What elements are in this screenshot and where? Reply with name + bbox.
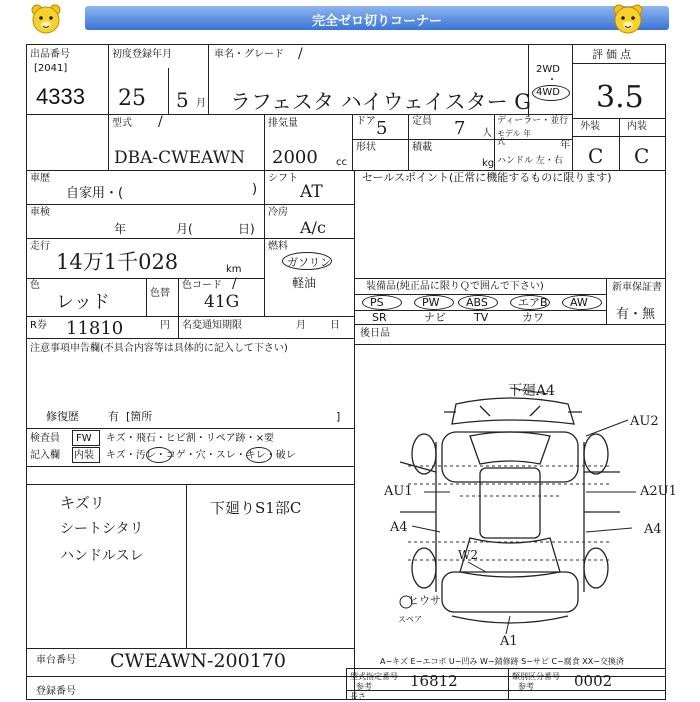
mileage-value: 14万1千028 [56,250,179,274]
color-code-slash: / [232,276,237,292]
fuel-diesel: 軽油 [292,276,317,290]
model-value: DBA-CWEAWN [114,148,245,168]
mileage-unit: km [226,264,242,275]
aircon-label: 冷房 [268,207,288,218]
interior-grade: C [634,144,650,168]
fuel-gasoline: ガソリン [287,256,331,269]
interior-label: 内装 [627,121,647,132]
diagram-kuwasa: ヒウサ [408,594,441,607]
rating-score: 3.5 [596,80,644,115]
equipment-label: 装備品(純正品に限りＱで囲んで下さい) [366,281,544,292]
dealer-label: ディーラー・並行 [497,116,569,126]
type-sub: 参考 [356,682,372,691]
repair-place: [箇所 [126,410,153,423]
diagram-top: 下廻A4 [508,383,556,399]
lot-label: 出品番号 [30,49,70,60]
equipment-item: AW [570,296,588,309]
model-year-unit: 年 [560,140,570,151]
rating-label: 評価点 [592,48,634,61]
diagram-w2: W2 [458,548,478,562]
name-change-day: 日 [330,320,340,331]
type-label: 型式指定番号 [350,672,398,681]
recorder-inner: 内装 [74,450,94,461]
diagram-au1: AU1 [384,484,413,499]
equipment-item: ABS [466,296,488,309]
diagram-a4-right: A4 [644,522,662,537]
doors-value: 5 [376,118,388,139]
repair-label: 修復歴 [46,410,79,423]
stain-circle [146,447,172,463]
checker-label: 検査員 [30,433,60,444]
first-reg-month-unit: 月 [196,98,206,109]
equipment-item: PS [370,296,384,309]
mileage-label: 走行 [30,241,50,252]
displacement-value: 2000 [272,147,318,168]
name-change-label: 名変通知期限 [182,320,242,331]
car-name-value: ラフェスタ ハイウェイスター G [230,90,532,114]
header-bar [85,6,669,30]
model-year-label: モデル 年式 [497,129,532,146]
color-value: レッド [56,292,110,313]
class-label: 類別区分番号 [512,672,560,681]
displacement-label: 排気量 [268,118,298,129]
remark-right: 下廻りS1部C [210,499,302,517]
warranty-value: 有・無 [616,307,656,322]
fuel-label: 燃料 [268,241,288,252]
equipment-item: PW [422,296,440,309]
diagram-au2: AU2 [630,414,659,429]
inspection-label: 車検 [30,207,50,218]
registration-label: 登録番号 [36,686,76,697]
diagram-a4-left: A4 [390,520,408,535]
color-code-value: 41G [204,292,240,312]
handle-label: ハンドル 左・右 [497,156,563,166]
checker-fw: FW [76,433,92,444]
after-fit-label: 後日品 [360,328,390,339]
diagram-a2u1: A2U1 [640,484,677,499]
header-title: 完全ゼロ切りコーナー [311,14,442,29]
capacity-value: 7 [454,118,466,139]
color-code-label: 色コード [182,280,222,291]
recorder-label: 記入欄 [30,450,60,461]
recycle-label: R券 [30,320,47,331]
equipment-item: ナビ [424,311,446,324]
shape-label: 形状 [356,142,376,153]
checker-row: キズ・飛石・ヒビ割・リペア跡・×要 [106,433,274,444]
recorder-row: キズ・汚レ・コゲ・穴・スレ・キレ・破レ [106,450,296,461]
equipment-item: エアB [518,296,548,309]
chassis-label: 車台番号 [36,655,76,666]
remark-2: シートシタリ [60,521,144,537]
doors-label: ドア [356,116,376,127]
first-reg-label: 初度登録年月 [112,49,172,60]
warranty-label: 新車保証書 [612,282,662,293]
color-change-label: 色替 [150,288,170,299]
remark-3: ハンドルスレ [60,548,144,564]
type-value: 16812 [410,672,458,690]
yellow-bear-icon [610,2,646,36]
equipment-item: TV [474,311,489,324]
drive-dot: ・ [547,75,557,86]
legend: A−キズ E−エコボ U−凹み W−錆修跡 S−サビ C−腐食 XX−交換済 [380,657,624,666]
shift-label: シフト [268,173,298,184]
exterior-label: 外装 [580,121,600,132]
repair-close: ] [336,410,341,423]
diagram-spare: スペア [398,615,422,624]
inspection-day: 日) [238,222,255,236]
load-unit: kg [482,158,495,169]
recycle-value: 11810 [66,318,124,339]
exterior-grade: C [588,144,604,168]
aircon-value: A/c [300,218,326,237]
equipment-item: SR [372,311,387,324]
recycle-unit: 円 [160,320,170,331]
usage-value: 自家用・( [66,186,124,201]
length-label: 長さ [350,692,366,701]
car-diagram [360,372,660,642]
car-name-slash: / [298,46,303,62]
usage-close: ) [252,182,258,197]
diagram-a1: A1 [500,634,518,649]
usage-label: 車歴 [30,173,50,184]
yellow-bear-icon [28,2,64,36]
lot-number: 4333 [36,84,85,109]
shift-value: AT [300,182,323,202]
first-reg-month: 5 [176,88,189,112]
drive-4wd: 4WD [536,87,560,98]
load-label: 積載 [412,142,432,153]
remark-1: キズリ [60,494,105,512]
lot-sub: [2041] [34,63,68,74]
notes-label: 注意事項申告欄(不具合内容等は具体的に記入して下さい) [30,343,288,354]
model-label: 型式 [112,118,132,129]
chassis-value: CWEAWN-200170 [110,650,286,672]
drive-2wd: 2WD [536,64,560,75]
class-sub: 参考 [518,682,534,691]
header [0,0,700,38]
repair-yes: 有 [108,410,119,423]
equipment-item: カワ [522,311,544,324]
model-slash: / [158,114,163,130]
class-value: 0002 [574,672,613,690]
inspection-year: 年 [114,222,127,236]
scuff-circle [246,447,272,463]
inspection-month: 月( [176,222,193,236]
capacity-label: 定員 [412,116,432,127]
name-change-month: 月 [296,320,306,331]
first-reg-year: 25 [118,86,146,111]
capacity-unit: 人 [482,128,492,139]
car-name-label: 車名・グレード [214,49,284,60]
displacement-unit: cc [336,157,347,168]
color-label: 色 [30,280,40,291]
sales-point-label: セールスポイント(正常に機能するものに限ります) [362,171,612,184]
